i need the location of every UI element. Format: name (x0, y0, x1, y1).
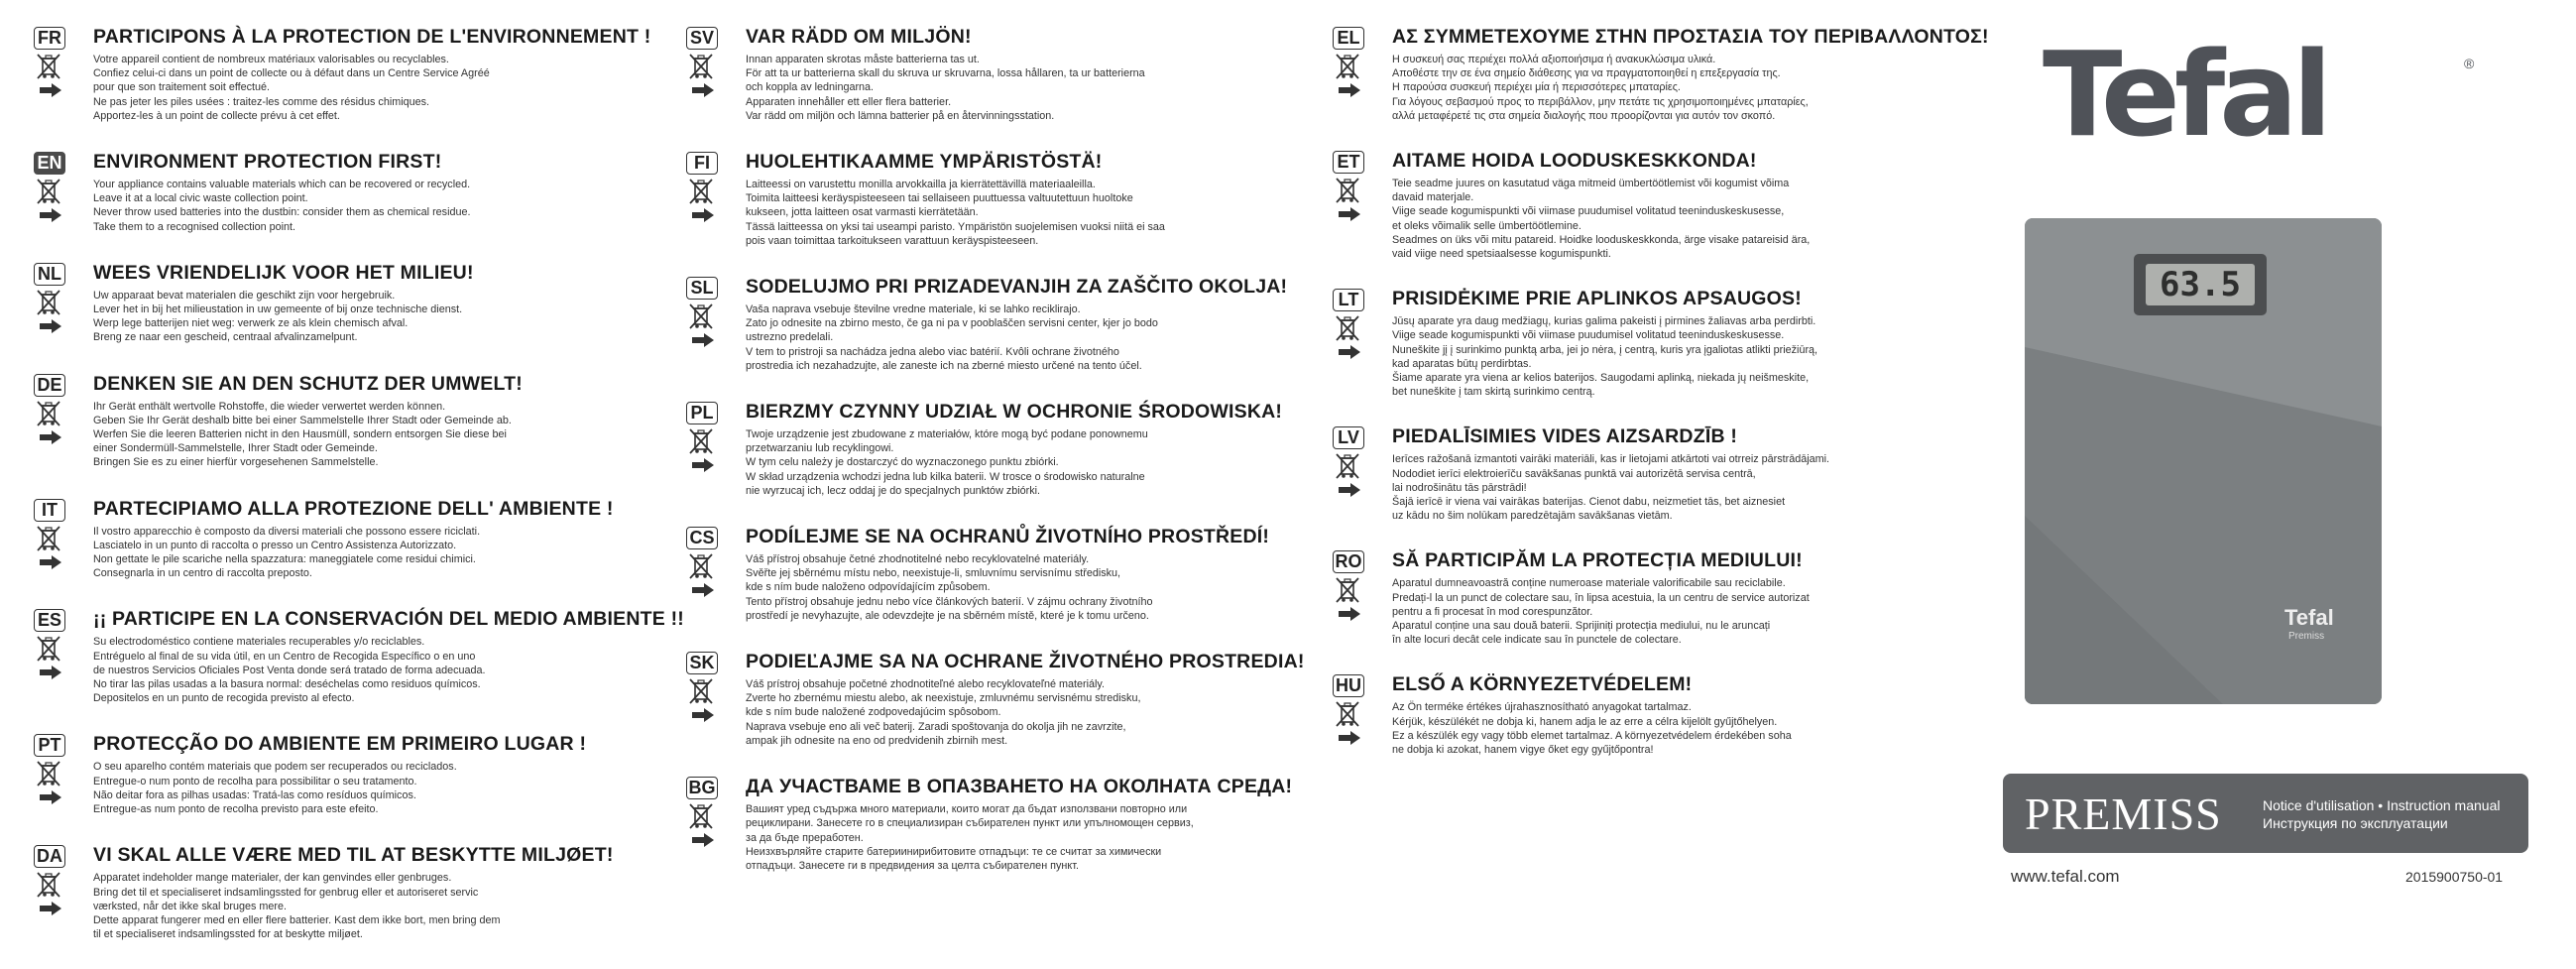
crossed-bin-icon (1335, 176, 1360, 205)
crossed-bin-icon (688, 52, 714, 81)
tefal-logo: Tefal (2043, 26, 2327, 163)
language-code: NL (34, 263, 65, 286)
arrow-right-icon (40, 555, 61, 569)
section-text-line: Για λόγους σεβασμού προς το περιβάλλον, μην πετάτε τις χρησιμοποιημένες μπαταρίες, (1392, 95, 1809, 108)
crossed-bin-icon (688, 551, 714, 581)
section-text-line: Aparatul dumneavoastră conține numeroase materiale valorificabile sau reciclabile. (1392, 577, 1786, 590)
section-bg (682, 776, 1293, 873)
arrow-right-icon (1339, 207, 1360, 221)
section-text-line: Vaša naprava vsebuje številne vredne materiale, ki se lahko reciklirajo. (746, 303, 1081, 316)
section-et (1329, 150, 1914, 261)
section-title: PROTECÇÃO DO AMBIENTE EM PRIMEIRO LUGAR ! (93, 733, 587, 756)
section-text-line: prostredia ich nezahadzujte, ale zaneste ich na zberné miesto určené na tento účel. (746, 359, 1142, 372)
section-text-line: Ierīces ražošanā izmantoti vairāki materiāli, kas ir lietojami atkārtoti vai otrreiz pārstrādājami. (1392, 453, 1830, 466)
section-sv (682, 26, 1277, 123)
section-text-line: przetwarzaniu lub recyklingowi. (746, 442, 894, 455)
language-code: ES (34, 609, 65, 632)
section-text-line: bet nuneškite į tam skirtą surinkimo centrą. (1392, 386, 1595, 399)
section-title: ДА УЧАСТВАМЕ В ОПАЗВАНЕТО НА ОКОЛНАТА СРЕДА! (746, 776, 1293, 798)
arrow-right-icon (1339, 483, 1360, 497)
section-pl (682, 401, 1283, 498)
section-hu (1329, 673, 1914, 757)
section-title: AITAME HOIDA LOODUSKESKKONDA! (1392, 150, 1757, 173)
section-text-line: Ez a készülék egy vagy több elemet tartalmaz. A környezetvédelem érdekében soha (1392, 729, 1792, 742)
section-text-line: Breng ze naar een gescheid, centraal afvalinzamelpunt. (93, 331, 358, 344)
scale-brand-label: Tefal (2284, 605, 2334, 630)
section-text-line: Never throw used batteries into the dustbin: consider them as chemical residue. (93, 206, 471, 219)
crossed-bin-icon (36, 870, 61, 900)
section-text-line: einer Sondermüll-Sammelstelle, Ihrer Stadt oder Gemeinde. (93, 442, 378, 455)
section-text-line: în alte locuri decât cele indicate sau în punctele de colectare. (1392, 634, 1682, 647)
crossed-bin-icon (1335, 313, 1360, 343)
section-text-line: Tento přístroj obsahuje jednu nebo více článkových baterií. V zájmu ochrany životního (746, 595, 1153, 608)
section-title: PODÍLEJME SE NA OCHRANŮ ŽIVOTNÍHO PROSTŘEDÍ! (746, 526, 1270, 548)
arrow-right-icon (40, 208, 61, 222)
arrow-right-icon (40, 790, 61, 804)
section-text-line: kde s ním bude naložené zodpovedajúcim spôsobom. (746, 706, 1001, 719)
section-text-line: uz kādu no šim nolūkam paredzētajām savākšanas vietām. (1392, 510, 1673, 523)
language-code: HU (1333, 674, 1364, 697)
language-code: LT (1333, 289, 1364, 311)
arrow-right-icon (692, 458, 714, 472)
section-text-line: Вашият уред съдържа много материали, които могат да бъдат използвани повторно или (746, 803, 1188, 816)
section-da (30, 844, 615, 941)
section-text-line: Ne pas jeter les piles usées : traitez-les comme des résidus chimiques. (93, 95, 430, 108)
language-code: SV (686, 27, 718, 50)
section-text-line: Não deitar fora as pilhas usadas: Tratá-las como resíduos químicos. (93, 788, 416, 801)
section-text-line: Var rädd om miljön och lämna batterier på en återvinningsstation. (746, 109, 1055, 122)
section-text-line: och koppla av ledningarna. (746, 81, 875, 94)
product-name: PREMISS (2025, 788, 2222, 839)
section-text-line: pour que son traitement soit effectué. (93, 81, 271, 94)
section-text-line: För att ta ur batterierna skall du skruva ur skruvarna, lossa hållaren, ta ur batterierna (746, 67, 1145, 80)
section-title: ENVIRONMENT PROTECTION FIRST! (93, 151, 442, 174)
section-text-line: Consegnarla in un centro di raccolta preposto. (93, 567, 312, 580)
section-text-line: W tym celu należy je dostarczyć do wyznaczonego punktu zbiórki. (746, 456, 1059, 469)
section-el (1329, 26, 1989, 123)
section-title: SĂ PARTICIPĂM LA PROTECȚIA MEDIULUI! (1392, 549, 1803, 572)
section-text-line: Nododiet ierīci elektroierīču savākšanas punktā vai autorizētā servisa centrā, (1392, 467, 1756, 480)
arrow-right-icon (692, 583, 714, 597)
section-text-line: O seu aparelho contém materiais que podem ser recuperados ou reciclados. (93, 761, 457, 774)
section-text-line: Šajā ierīcē ir viena vai vairākas baterijas. Cienot dabu, neizmetiet tās, bet aiznesiet (1392, 496, 1786, 509)
arrow-right-icon (692, 83, 714, 97)
section-text-line: Depositelos en un punto de recogida previsto al efecto. (93, 692, 355, 705)
section-text-line: Teie seadme juures on kasutatud väga mitmeid ümbertöötlemist või kogumist võima (1392, 178, 1790, 190)
section-title: VAR RÄDD OM MILJÖN! (746, 26, 972, 48)
section-text-line: Apparatet indeholder mange materialer, der kan genvindes eller genbruges. (93, 872, 452, 885)
section-text-line: Η παρούσα συσκευή περιέχει μία ή περισσότερες μπαταρίες. (1392, 81, 1681, 94)
crossed-bin-icon (36, 399, 61, 428)
section-text-line: Váš přístroj obsahuje četné zhodnotitelné nebo recyklovatelné materiály. (746, 553, 1090, 566)
crossed-bin-icon (1335, 575, 1360, 605)
section-text-line: Su electrodoméstico contiene materiales recuperables y/o reciclables. (93, 636, 425, 649)
section-text-line: αλλά μεταφέρετέ τις στα σημεία διαλογής που προορίζονται για αυτόν τον σκοπό. (1392, 109, 1776, 122)
section-de (30, 373, 615, 470)
scale-image (2025, 218, 2382, 704)
crossed-bin-icon (688, 676, 714, 706)
section-text-line: Predați-l la un punct de colectare sau, în lipsa acestuia, la un centru de service autorizat (1392, 591, 1810, 604)
section-title: HUOLEHTIKAAMME YMPÄRISTÖSTÄ! (746, 151, 1103, 174)
section-text-line: Apportez-les à un point de collecte prévu à cet effet. (93, 109, 340, 122)
section-text-line: Apparaten innehåller ett eller flera batterier. (746, 95, 952, 108)
section-text-line: Ihr Gerät enthält wertvolle Rohstoffe, die wieder verwertet werden können. (93, 400, 446, 413)
section-text-line: Kérjük, készülékét ne dobja ki, hanem adja le az erre a célra kijelölt gyűjtőhelyen. (1392, 715, 1778, 728)
section-text-line: de nuestros Servicios Oficiales Post Venta donde será tratado de forma adecuada. (93, 664, 486, 676)
section-text-line: lai nodrošinātu tās pārstrādi! (1392, 481, 1527, 494)
section-text-line: ne dobja ki azokat, hanem vigye őket egy gyűjtőpontra! (1392, 744, 1654, 757)
section-text-line: Jūsų aparate yra daug medžiagų, kurias galima pakeisti į pirmines žaliavas arba perdirbti. (1392, 315, 1816, 328)
crossed-bin-icon (1335, 52, 1360, 81)
section-text-line: Lever het in bij het milieustation in uw gemeente of bij onze technische dienst. (93, 303, 463, 316)
section-fi (682, 151, 1277, 248)
section-title: PRISIDĖKIME PRIE APLINKOS APSAUGOS! (1392, 288, 1802, 310)
section-title: DENKEN SIE AN DEN SCHUTZ DER UMWELT! (93, 372, 523, 395)
cover-panel (1963, 0, 2576, 913)
arrow-right-icon (1339, 607, 1360, 621)
section-text-line: Viige seade kogumispunkti või viimase puudumisel volitatud teeninduskeskusesse, (1392, 205, 1785, 218)
section-text-line: Innan apparaten skrotas måste batterierna tas ut. (746, 54, 980, 65)
section-title: SODELUJMO PRI PRIZADEVANJIH ZA ZAŠČITO OKOLJA! (746, 276, 1288, 299)
language-code: ET (1333, 151, 1364, 174)
section-text-line: Uw apparaat bevat materialen die geschikt zijn voor hergebruik. (93, 289, 396, 302)
section-text-line: pentru a fi procesat în mod corespunzător. (1392, 605, 1593, 618)
section-es (30, 608, 684, 705)
language-code: CS (686, 527, 718, 549)
language-code: SL (686, 277, 718, 300)
section-ro (1329, 549, 1914, 647)
section-en (30, 151, 615, 234)
section-title: PARTECIPIAMO ALLA PROTEZIONE DELL' AMBIENTE ! (93, 497, 614, 520)
crossed-bin-icon (688, 177, 714, 206)
section-text-line: Lasciatelo in un punto di raccolta o presso un Centro Assistenza Autorizzato. (93, 539, 457, 551)
section-text-line: et oleks võimalik selle ümbertöötlemine. (1392, 219, 1581, 232)
section-text-line: kde s ním bude naloženo odpovídajícím způsobem. (746, 581, 991, 594)
section-lv (1329, 425, 1914, 523)
section-title: PARTICIPONS À LA PROTECTION DE L'ENVIRONNEMENT ! (93, 26, 651, 48)
section-text-line: Bring det til et specialiseret indsamlingssted for genbrug eller et autoriseret servic (93, 886, 479, 899)
section-title: VI SKAL ALLE VÆRE MED TIL AT BESKYTTE MILJØET! (93, 844, 614, 867)
section-text-line: Неизхвърляйте старите батериинирибитовите отпадъци: те се считат за химически (746, 845, 1162, 858)
section-title: PODIEĽAJME SA NA OCHRANE ŽIVOTNÉHO PROSTREDIA! (746, 651, 1305, 673)
language-code: BG (686, 777, 718, 799)
crossed-bin-icon (1335, 699, 1360, 729)
scale-display (2134, 254, 2267, 315)
section-text-line: Geben Sie Ihr Gerät deshalb bitte bei einer Sammelstelle Ihrer Stadt oder Gemeinde ab. (93, 414, 512, 426)
section-text-line: kukseen, jotta laitteen osat varmasti kierrätetään. (746, 206, 979, 219)
section-text-line: pois vaan toimittaa tarkoitukseen varattuun keräyspisteeseen. (746, 234, 1039, 247)
column-right-text (1329, 26, 1989, 784)
section-text-line: Viige seade kogumispunkti või viimase puudumisel volitatud teeninduskeskusesse. (1392, 329, 1785, 342)
section-text-line: Nuneškite jį į surinkimo punktą arba, jei jo nėra, į centrą, kuris yra įgaliotas atlikti priežiūrą, (1392, 343, 1818, 356)
section-text-line: No tirar las pilas usadas a la basura normal: deséchelas como residuos químicos. (93, 678, 481, 691)
crossed-bin-icon (36, 634, 61, 664)
section-text-line: Tässä laitteessa on yksi tai useampi paristo. Ympäristön suojelemisen vuoksi niitä ei saa (746, 220, 1165, 233)
section-text-line: Confiez celui-ci dans un point de collecte ou à défaut dans un Centre Service Agréé (93, 67, 490, 80)
section-text-line: Votre appareil contient de nombreux matériaux valorisables ou recyclables. (93, 54, 449, 65)
arrow-right-icon (692, 833, 714, 847)
section-cs (682, 526, 1277, 623)
section-text-line: за да бъде преработен. (746, 831, 864, 844)
section-text-line: nie wyrzucaj ich, lecz oddaj je do specjalnych punktów zbiórki. (746, 484, 1041, 497)
scale-model-label: Premiss (2288, 631, 2325, 642)
arrow-right-icon (40, 430, 61, 444)
section-text-line: prostředí je nevyhazujte, ale odevzdejte je na sběrném místě, které je k tomu určeno. (746, 609, 1149, 622)
section-text-line: Bringen Sie es zu einer hierfür vorgesehenen Sammelstelle. (93, 456, 379, 469)
language-code: EN (34, 152, 65, 175)
arrow-right-icon (40, 83, 61, 97)
language-code: RO (1333, 550, 1364, 573)
section-text-line: Take them to a recognised collection point. (93, 220, 296, 233)
crossed-bin-icon (688, 801, 714, 831)
section-nl (30, 262, 615, 345)
section-text-line: Laitteessi on varustettu monilla arvokkailla ja kierrätettävillä materiaaleilla. (746, 179, 1096, 191)
section-text-line: Aparatul conține una sau două baterii. Sprijiniți protecția mediului, nu le aruncați (1392, 620, 1771, 633)
section-pt (30, 733, 615, 816)
section-title: ¡¡ PARTICIPE EN LA CONSERVACIÓN DEL MEDIO AMBIENTE !! (93, 608, 684, 631)
section-text-line: Il vostro apparecchio è composto da diversi materiali che possono essere riciclati. (93, 525, 481, 538)
section-text-line: V tem to pristroji sa nachádza jedna alebo viac batérií. Kvôli ochrane životného (746, 345, 1119, 358)
arrow-right-icon (692, 333, 714, 347)
language-code: IT (34, 499, 65, 522)
section-text-line: Your appliance contains valuable materials which can be recovered or recycled. (93, 179, 471, 191)
section-it (30, 498, 615, 581)
arrow-right-icon (40, 902, 61, 915)
language-code: DA (34, 845, 65, 868)
crossed-bin-icon (688, 302, 714, 331)
notice-line-1: Notice d'utilisation • Instruction manual (2263, 797, 2501, 813)
language-code: EL (1333, 27, 1364, 50)
section-text-line: Entréguelo al final de su vida útil, en un Centro de Recogida Específico o en uno (93, 650, 476, 663)
arrow-right-icon (40, 319, 61, 333)
section-text-line: Leave it at a local civic waste collection point. (93, 192, 308, 205)
registered-mark: ® (2464, 56, 2475, 71)
arrow-right-icon (1339, 731, 1360, 745)
language-code: SK (686, 652, 718, 674)
section-text-line: Η συσκευή σας περιέχει πολλά αξιοποιήσιμα ή ανακυκλώσιμα υλικά. (1392, 54, 1716, 65)
section-title: ΑΣ ΣΥΜΜΕΤΕΧΟΥΜΕ ΣΤΗΝ ΠΡΟΣΤΑΣΙΑ ΤΟΥ ΠΕΡΙΒΑΛΛΟΝΤΟΣ! (1392, 26, 1989, 48)
section-text-line: Entregue-as num ponto de recolha previsto para este efeito. (93, 803, 379, 816)
section-text-line: рециклирани. Занесете го в специализиран събирателен пункт или упълномощен сервиз, (746, 817, 1194, 830)
section-sk (682, 651, 1305, 748)
section-text-line: Werfen Sie die leeren Batterien nicht in den Hausmüll, sondern entsorgen Sie diese bei (93, 428, 507, 441)
section-text-line: vaid viige need spetsiaalsesse kogumispunkti. (1392, 248, 1611, 261)
crossed-bin-icon (1335, 451, 1360, 481)
section-text-line: Toimita laitteesi keräyspisteeseen tai sellaiseen puuttuessa valtuutettuun huoltoke (746, 192, 1133, 205)
section-title: ELSŐ A KÖRNYEZETVÉDELEM! (1392, 673, 1693, 696)
language-code: FR (34, 27, 65, 50)
section-title: PIEDALĪSIMIES VIDES AIZSARDZĪB ! (1392, 425, 1738, 448)
arrow-right-icon (692, 708, 714, 722)
section-title: BIERZMY CZYNNY UDZIAŁ W OCHRONIE ŚRODOWISKA! (746, 401, 1283, 424)
section-text-line: davaid materjale. (1392, 191, 1474, 204)
product-code: 2015900750-01 (2405, 869, 2504, 885)
arrow-right-icon (1339, 83, 1360, 97)
section-text-line: Twoje urządzenie jest zbudowane z materiałów, które mogą być podane ponownemu (746, 428, 1148, 441)
section-text-line: ustrezno predelali. (746, 331, 834, 344)
crossed-bin-icon (36, 177, 61, 206)
section-text-line: Zverte ho zbernému miestu alebo, ak neexistuje, zmluvnému servisnému stredisku, (746, 692, 1141, 705)
crossed-bin-icon (36, 524, 61, 553)
section-text-line: Entregue-o num ponto de recolha para possibilitar o seu tratamento. (93, 775, 417, 787)
website-url[interactable]: www.tefal.com (2011, 867, 2120, 886)
section-text-line: отпадъци. Занесете ги в предвидения за целта събирателен пункт. (746, 859, 1079, 872)
section-title: WEES VRIENDELIJK VOOR HET MILIEU! (93, 261, 474, 284)
section-text-line: Šiame aparate yra viena ar kelios baterijos. Saugodami aplinką, niekada jų neišmeskite, (1392, 372, 1810, 385)
section-text-line: Seadmes on üks või mitu patareid. Hoidke looduskeskkonda, ärge visake patareisid ära, (1392, 233, 1811, 246)
section-sl (682, 276, 1288, 373)
notice-line-2: Инструкция по эксплуатации (2263, 815, 2448, 831)
arrow-right-icon (692, 208, 714, 222)
language-code: DE (34, 374, 65, 397)
language-code: FI (686, 152, 718, 175)
arrow-right-icon (40, 666, 61, 679)
section-text-line: kad aparatas būtų perdirbtas. (1392, 357, 1532, 370)
arrow-right-icon (1339, 345, 1360, 359)
column-left (30, 26, 684, 969)
language-code: LV (1333, 426, 1364, 449)
section-text-line: Zato jo odnesite na zbirno mesto, če ga ni pa v pooblaščen servisni center, kjer jo bodo (746, 317, 1158, 330)
section-text-line: Werp lege batterijen niet weg: verwerk ze als klein chemisch afval. (93, 317, 409, 330)
section-text-line: ampak jih odnesite na eno od predvidenih zbirnih mest. (746, 734, 1008, 747)
crossed-bin-icon (36, 288, 61, 317)
section-text-line: W skład urządzenia wchodzi jedna lub kilka baterii. W trosce o środowisko naturalne (746, 470, 1145, 483)
section-text-line: Non gettate le pile scariche nella spazzatura: maneggiatele come residui chimici. (93, 553, 476, 566)
column-middle (682, 26, 1305, 901)
section-lt (1329, 288, 1914, 399)
section-text-line: Αποθέστε την σε ένα σημείο διάθεσης για να πραγματοποιηθεί η επεξεργασία της. (1392, 67, 1781, 80)
crossed-bin-icon (36, 759, 61, 788)
crossed-bin-icon (36, 52, 61, 81)
section-text-line: Dette apparat fungerer med en eller flere batterier. Kast dem ikke bort, men bring dem (93, 913, 501, 926)
section-text-line: Váš prístroj obsahuje početné zhodnotiteľné alebo recyklovateľné materiály. (746, 678, 1106, 691)
language-code: PT (34, 734, 65, 757)
section-fr (30, 26, 651, 123)
section-text-line: Naprava vsebuje eno ali več baterij. Zaradi spoštovanja do okolja jih ne zavrzite, (746, 720, 1126, 733)
language-code: PL (686, 402, 718, 424)
crossed-bin-icon (688, 426, 714, 456)
section-text-line: til et specialiseret indsamlingssted for at beskytte miljøet. (93, 928, 363, 941)
section-text-line: Az Ön terméke értékes újrahasznosítható anyagokat tartalmaz. (1392, 701, 1692, 714)
section-text-line: Svěřte jej sběrnému místu nebo, neexistuje-li, smluvnímu servisnímu středisku, (746, 567, 1121, 580)
section-text-line: værksted, når det ikke skal bruges mere. (93, 900, 288, 912)
product-banner (2003, 774, 2528, 853)
display-reading: 63.5 (2146, 264, 2255, 305)
